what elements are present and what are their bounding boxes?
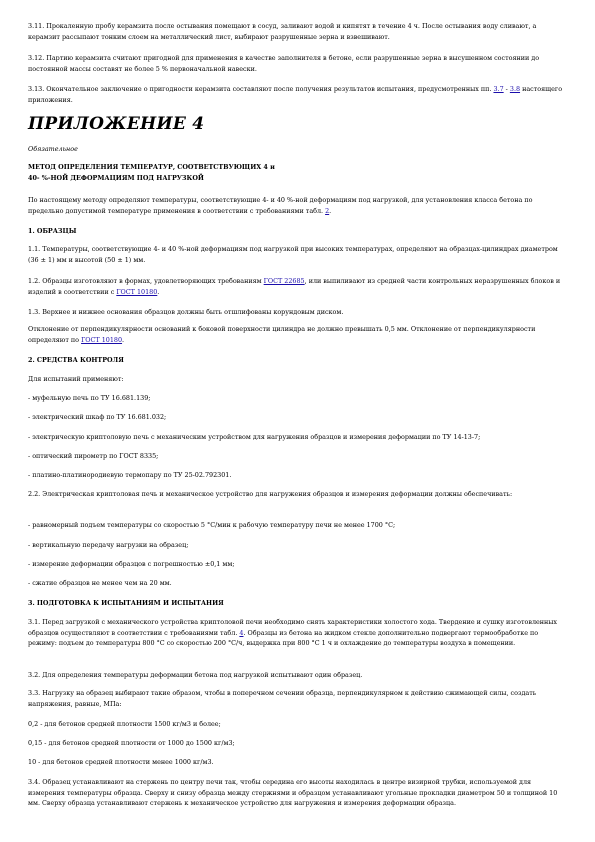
link-3-8[interactable]: 3.8: [509, 85, 521, 93]
list-item: - сжатие образцов не менее чем на 20 мм.: [28, 579, 172, 587]
link-gost-22685[interactable]: ГОСТ 22685: [263, 277, 305, 285]
link-3-7[interactable]: 3.7: [493, 85, 504, 93]
paragraph-3-2: 3.2. Для определения температуры деформации бетона под нагрузкой испытывают один образец.: [28, 671, 363, 679]
deviation-text: Отклонение от перпендикулярности оснований к боковой поверхности цилиндра не должно превышать 0,5 мм. Отклонение от перпендикулярности определяют по: [28, 325, 536, 344]
intro-text: По настоящему методу определяют температуры, соответствующие 4- и 40 %-ной деформациям под нагрузкой, для установления класса бетона по предельно допустимой температуре применения в соответствии с требованиями табл.: [28, 196, 533, 215]
section-2-heading: 2. СРЕДСТВА КОНТРОЛЯ: [28, 356, 124, 364]
value-item: 0,15 - для бетонов средней плотности от 1000 до 1500 кг/м3;: [28, 739, 235, 747]
paragraph-1-2-mid: , или выпиливают из средней части контрольных неразрушенных блоков и изделий в соответствии с: [28, 277, 561, 296]
list-item: - платино-платинородиевую термопару по ТУ 25-02.792301.: [28, 471, 232, 479]
obligatory-label: Обязательное: [28, 145, 78, 153]
paragraph-3-3: 3.3. Нагрузку на образец выбирают такие образом, чтобы в поперечном сечении образца, перпендикулярном к действию сжимающей силы, создать напряжения, равные, МПа:: [28, 689, 537, 708]
paragraph-1-3-deviation: [28, 324, 568, 345]
paragraph-3-1-tail: . Образцы из бетона на жидком стекле дополнительно подвергают термообработке по режиму: подъем до температуры 800 °С со скоростью 200 °С/ч, выдержка при 800 °С 1 ч и охлаждение до температуры воздуха в помещении.: [28, 628, 539, 648]
paragraph-3-4: 3.4. Образец устанавливают на стержень по центру печи так, чтобы середина его высоты находилась в центре визирной трубки, используемой для измерения температуры образца. Сверху и снизу образца между стержнями и образцом устанавливают угольные прокладки диаметром 50 и толщиной 10 мм. Сверху образца устанавливают стержень к механическое устройство для нагружения и измерения деформации образца.: [28, 778, 558, 808]
list-item: - измерение деформации образцов с погрешностью ±0,1 мм;: [28, 560, 235, 568]
list-item: - оптический пирометр по ГОСТ 8335;: [28, 452, 159, 460]
value-item: 0,2 - для бетонов средней плотности 1500 кг/м3 и более;: [28, 720, 221, 728]
list-item: - электрическую криптоловую печь с механическим устройством для нагружения образцов и измерения деформации по ТУ 14-13-7;: [28, 433, 481, 441]
paragraph-3-13-tail: настоящего приложения.: [28, 85, 563, 104]
intro-paragraph: [28, 195, 568, 216]
method-title-line-1: МЕТОД ОПРЕДЕЛЕНИЯ ТЕМПЕРАТУР, СООТВЕТСТВУЮЩИХ 4 и: [28, 163, 275, 171]
list-item: - равномерный подъем температуры со скоростью 5 °С/мин к рабочую температуру печи не менее 1700 °С;: [28, 521, 396, 529]
method-title-line-2: 40- %-НОЙ ДЕФОРМАЦИЯМ ПОД НАГРУЗКОЙ: [28, 174, 204, 182]
paragraph-3-13-text: 3.13. Окончательное заключение о пригодности керамзита составляют после получения результатов испытания, предусмотренных пп.: [28, 85, 494, 93]
paragraph-1-2: [28, 276, 568, 297]
paragraph-3-12: 3.12. Партию керамзита считают пригодной для применения в качестве заполнителя в бетоне, если разрушенные зерна в высушенном состоянии до постоянной массы составят не более 5 % первоначальной навески.: [28, 54, 540, 73]
paragraph-1-2-text: 1.2. Образцы изготовляют в формах, удовлетворяющих требованиям: [28, 277, 264, 285]
list-item: - вертикальную передачу нагрузки на образец;: [28, 541, 189, 549]
paragraph-3-13: [28, 84, 568, 105]
link-table-4[interactable]: 4: [239, 628, 244, 637]
link-gost-10180-b[interactable]: ГОСТ 10180: [81, 335, 123, 344]
appendix-title: ПРИЛОЖЕНИЕ 4: [28, 114, 205, 134]
paragraph-1-1: 1.1. Температуры, соответствующие 4- и 40 %-ной деформациям под нагрузкой при высоких температурах, определяют на образцах-цилиндрах диаметром (36 ± 1) мм и высотой (50 ± 1) мм.: [28, 245, 558, 264]
paragraph-3-13-dash: -: [503, 85, 510, 93]
intro-tail: .: [329, 206, 332, 215]
paragraph-2-intro: Для испытаний применяют:: [28, 375, 124, 383]
paragraph-2-2: 2.2. Электрическая криптоловая печь и механическое устройство для нагружения образцов и измерения деформации должны обеспечивать:: [28, 490, 513, 498]
section-1-heading: 1. ОБРАЗЦЫ: [28, 227, 77, 235]
paragraph-3-1: [28, 617, 568, 649]
link-table-2[interactable]: 2: [325, 206, 330, 215]
list-item: - муфельную печь по ТУ 16.681.139;: [28, 394, 151, 402]
paragraph-3-11: 3.11. Прокаленную пробу керамзита после остывания помещают в сосуд, заливают водой и кипятят в течение 4 ч. После остывания воду сливают, а керамзит рассыпают тонким слоем на металлический лист, выбирают разрушенные зерна и взвешивают.: [28, 22, 537, 41]
paragraph-1-2-tail: .: [157, 287, 160, 296]
deviation-tail: .: [122, 335, 125, 344]
link-gost-10180[interactable]: ГОСТ 10180: [116, 287, 158, 296]
list-item: - электрический шкаф по ТУ 16.681.032;: [28, 413, 167, 421]
paragraph-3-1-text: 3.1. Перед загрузкой с механического устройства криптоловой печи необходимо снять характеристики холостого хода. Твердение и сушку изготовленных образцов осуществляют в соответствии с требованиями табл.: [28, 618, 557, 637]
paragraph-1-3: 1.3. Верхнее и нижнее основания образцов должны быть отшлифованы корундовым диском.: [28, 308, 344, 316]
value-item: 10 - для бетонов средней плотности менее 1000 кг/м3.: [28, 758, 214, 766]
section-3-heading: 3. ПОДГОТОВКА К ИСПЫТАНИЯМ И ИСПЫТАНИЯ: [28, 599, 224, 607]
